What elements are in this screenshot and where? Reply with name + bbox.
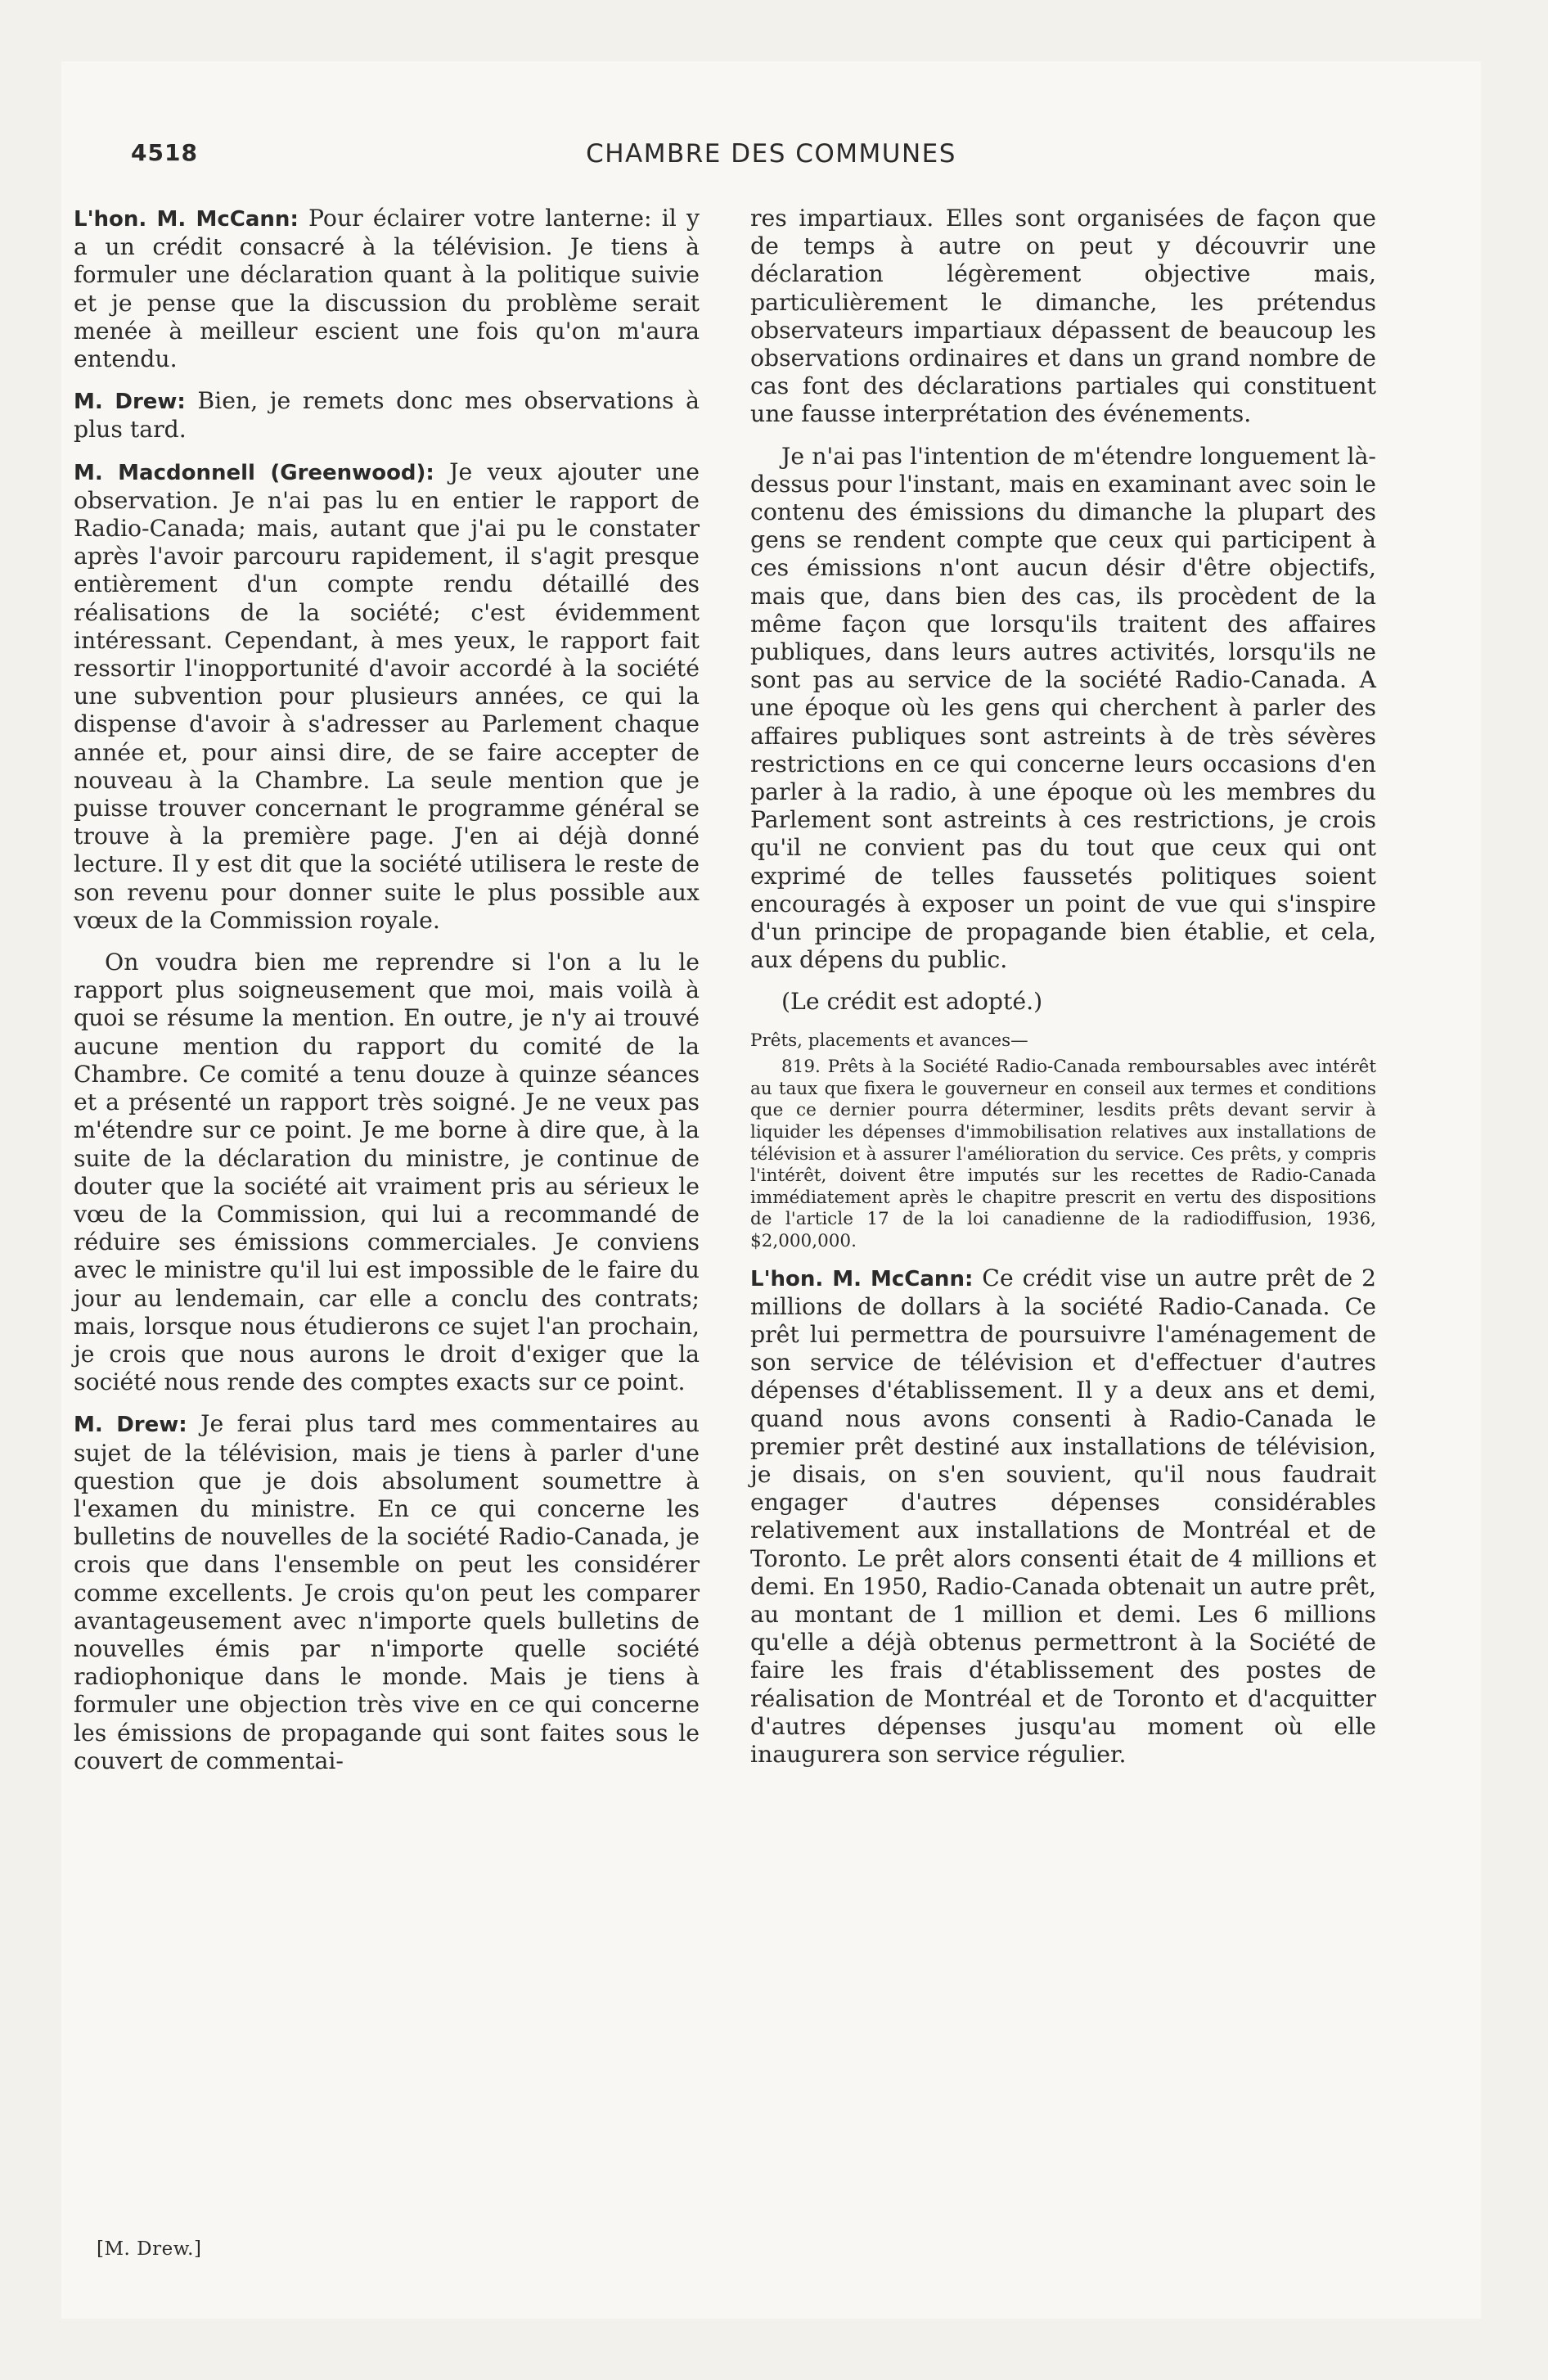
speaker-name: M. Drew:: [74, 1413, 187, 1438]
paragraph-text: Je ferai plus tard mes commentaires au sujet de la télévision, mais je tiens à parler d'une question que je dois absolument soumettre à l'examen du ministre. En ce qui concerne les bulletins de nouvelles de la société Radio-Canada, je crois que dans l'ensemble on peut les considérer comme excellents. Je crois qu'on peut les comparer avantageusement avec n'importe quels bulletins de nouvelles émis par n'importe quelle société radiophonique dans le monde. Mais je tiens à formuler une objection très vive en ce qui concerne les émissions de propagande qui sont faites sous le couvert de commentai-: [74, 1410, 700, 1774]
speaker-name: L'hon. M. McCann:: [750, 1266, 974, 1291]
paragraph: [74, 205, 700, 373]
paragraph: [750, 443, 1376, 975]
right-column: [750, 205, 1376, 1783]
paragraph: [74, 458, 700, 935]
paragraph-text: Pour éclairer votre lanterne: il y a un crédit consacré à la télévision. Je tiens à formuler une déclaration quant à la politique suivie et je pense que la discussion du problème serait menée à meilleur escient une fois qu'on m'aura entendu.: [74, 205, 700, 373]
page-header: [131, 139, 1411, 180]
paragraph: [74, 949, 700, 1396]
paragraph: [750, 1264, 1376, 1769]
paragraph-text: Bien, je remets donc mes observations à plus tard.: [74, 387, 700, 444]
paragraph-text: Ce crédit vise un autre prêt de 2 millions de dollars à la société Radio-Canada. Ce prêt lui permettra de poursuivre l'aménagement de son service de télévision et d'effectuer d'autres dépenses d'établissement. Il y a deux ans et demi, quand nous avons consenti à Radio-Canada le premier prêt destiné aux installations de télévision, je disais, on s'en souvient, qu'il nous faudrait engager d'autres dépenses considérables relativement aux installations de Montréal et de Toronto. Le prêt alors consenti était de 4 millions et demi. En 1950, Radio-Canada obtenait un autre prêt, au montant de 1 million et demi. Les 6 millions qu'elle a déjà obtenus permettront à la Société de faire les frais d'établissement des postes de réalisation de Montréal et de Toronto et d'acquitter d'autres dépenses jusqu'au moment où elle inaugurera son service régulier.: [750, 1264, 1377, 1769]
paragraph: [74, 387, 700, 444]
paragraph: [750, 205, 1376, 429]
estimate-item-title: Prêts, placements et avances—: [750, 1030, 1028, 1051]
speaker-name: M. Drew:: [74, 390, 186, 415]
page-number: 4518: [131, 139, 198, 166]
paragraph-text: res impartiaux. Elles sont organisées de façon que de temps à autre on peut y découvrir une déclaration légèrement objective mais, particulièrement le dimanche, les prétendus observateurs impartiaux dépassent de beaucoup les observations ordinaires et dans un grand nombre de cas font des déclarations partiales qui constituent une fausse interprétation des événements.: [750, 205, 1376, 428]
speaker-name: M. Macdonnell (Greenwood):: [74, 460, 434, 485]
estimate-item-text: 819. Prêts à la Société Radio-Canada remboursables avec intérêt au taux que fixera le gouverneur en conseil aux termes et conditions que ce dernier pourra déterminer, lesdits prêts devant servir à liquider les dépenses d'immobilisation relatives aux installations de télévision et à assurer l'amélioration du service. Ces prêts, y compris l'intérêt, doivent être imputés sur les recettes de Radio-Canada immédiatement après le chapitre prescrit en vertu des dispositions de l'article 17 de la loi canadienne de la radiodiffusion, 1936, $2,000,000.: [750, 1057, 1376, 1252]
speaker-name: L'hon. M. McCann:: [74, 207, 299, 232]
left-column: [74, 205, 700, 1789]
paragraph-text: On voudra bien me reprendre si l'on a lu le rapport plus soigneusement que moi, mais voilà à quoi se résume la mention. En outre, je n'y ai trouvé aucune mention du rapport du comité de la Chambre. Ce comité a tenu douze à quinze séances et a présenté un rapport très soigné. Je ne veux pas m'étendre sur ce point. Je me borne à dire que, à la suite de la déclaration du ministre, je continue de douter que la société ait vraiment pris au sérieux le vœu de la Commission, qui lui a recommandé de réduire ses émissions commerciales. Je conviens avec le ministre qu'il lui est impossible de le faire du jour au lendemain, car elle a conclu des contrats; mais, lorsque nous étudierons ce sujet l'an prochain, je crois que nous aurons le droit d'exiger que la société nous rende des comptes exacts sur ce point.: [74, 949, 700, 1396]
estimate-item: [750, 1030, 1376, 1253]
paragraph-text: Je veux ajouter une observation. Je n'ai pas lu en entier le rapport de Radio-Canada; mais, autant que j'ai pu le constater après l'avoir parcouru rapidement, il s'agit presque entièrement d'un compte rendu détaillé des réalisations de la société; c'est évidemment intéressant. Cependant, à mes yeux, le rapport fait ressortir l'inopportunité d'avoir accordé à la société une subvention pour plusieurs années, ce qui la dispense d'avoir à s'adresser au Parlement chaque année et, pour ainsi dire, de se faire accepter de nouveau à la Chambre. La seule mention que je puisse trouver concernant le programme général se trouve à la première page. J'en ai déjà donné lecture. Il y est dit que la société utilisera le reste de son revenu pour donner suite le plus possible aux vœux de la Commission royale.: [74, 458, 700, 934]
speaker-footer-tag: [M. Drew.]: [97, 2238, 202, 2260]
vote-adopted: (Le crédit est adopté.): [781, 988, 1043, 1016]
running-title: CHAMBRE DES COMMUNES: [586, 139, 956, 169]
paragraph-text: Je n'ai pas l'intention de m'étendre longuement là-dessus pour l'instant, mais en examinant avec soin le contenu des émissions du dimanche la plupart des gens se rendent compte que ceux qui participent à ces émissions n'ont aucun désir d'être objectifs, mais que, dans bien des cas, ils procèdent de la même façon que lorsqu'ils traitent des affaires publiques, dans leurs autres activités, lorsqu'ils ne sont pas au service de la société Radio-Canada. A une époque où les gens qui cherchent à parler des affaires publiques sont astreints à de très sévères restrictions en ce qui concerne leurs occasions d'en parler à la radio, à une époque où les membres du Parlement sont astreints à ces restrictions, je crois qu'il ne convient pas du tout que ceux qui ont exprimé de telles faussetés politiques soient encouragés à exposer un point de vue qui s'inspire d'un principe de propagande bien établie, et cela, aux dépens du public.: [750, 442, 1376, 974]
paragraph: [74, 1410, 700, 1775]
